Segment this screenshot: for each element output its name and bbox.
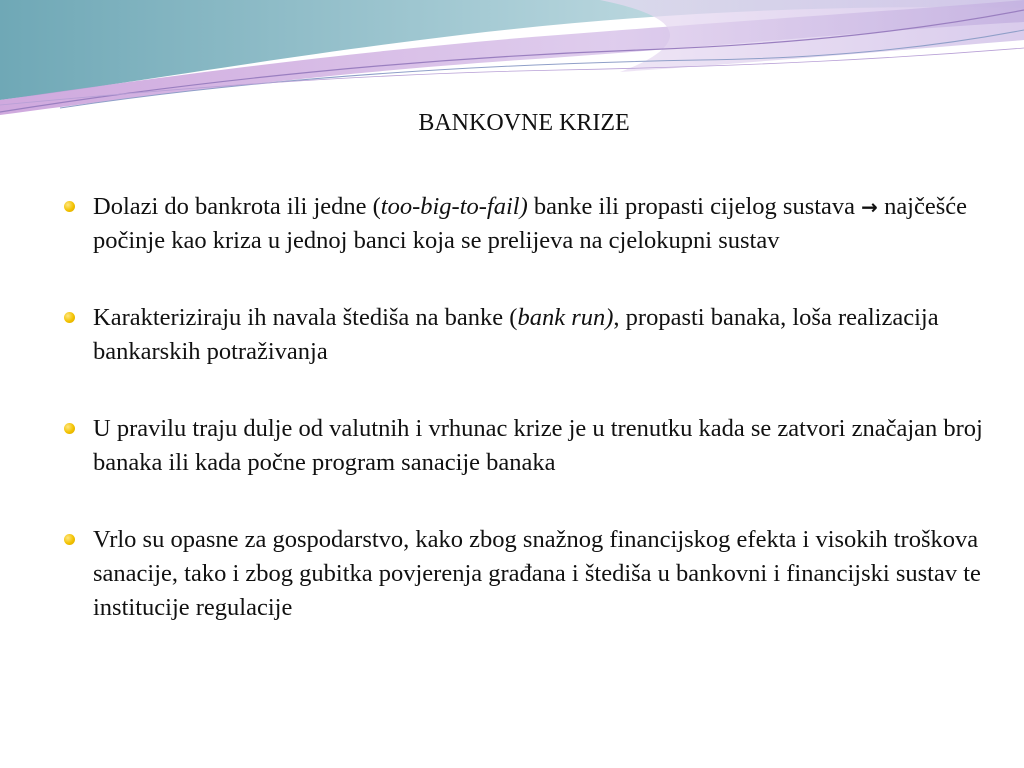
header-wave-decoration [0,0,1024,120]
bullet-text: U pravilu traju dulje od valutnih i vrhunac krize je u trenutku kada se zatvori značajan broj banaka ili kada počne program sanacije banaka [93,415,983,476]
slide-title: BANKOVNE KRIZE [418,110,630,136]
bullet-italic-term: bank run) [517,304,614,331]
bullet-item [64,301,994,369]
bullet-item [64,523,994,625]
bullet-dot-icon [64,201,75,212]
bullet-dot-icon [64,423,75,434]
bullet-text: najčešće počinje kao kriza u jednoj banci koja se prelijeva na cjelokupni sustav [93,193,968,254]
bullet-list [64,190,994,668]
bullet-text: , propasti banaka, loša realizacija bankarskih potraživanja [93,304,939,365]
bullet-text: Karakteriziraju ih navala štediša na banke ( [93,304,518,331]
bullet-italic-term: too-big-to-fail) [380,193,528,220]
bullet-item [64,190,994,258]
bullet-item [64,412,994,480]
bullet-text: Dolazi do bankrota ili jedne ( [93,193,381,220]
bullet-text: Vrlo su opasne za gospodarstvo, kako zbog snažnog financijskog efekta i visokih troškova sanacije, tako i zbog gubitka povjerenja građana i štediša u bankovni i financijski sustav te institucije regulacije [93,526,981,621]
bullet-dot-icon [64,312,75,323]
right-arrow-icon: → [861,195,878,219]
bullet-dot-icon [64,534,75,545]
bullet-text: banke ili propasti cijelog sustava [527,193,862,220]
